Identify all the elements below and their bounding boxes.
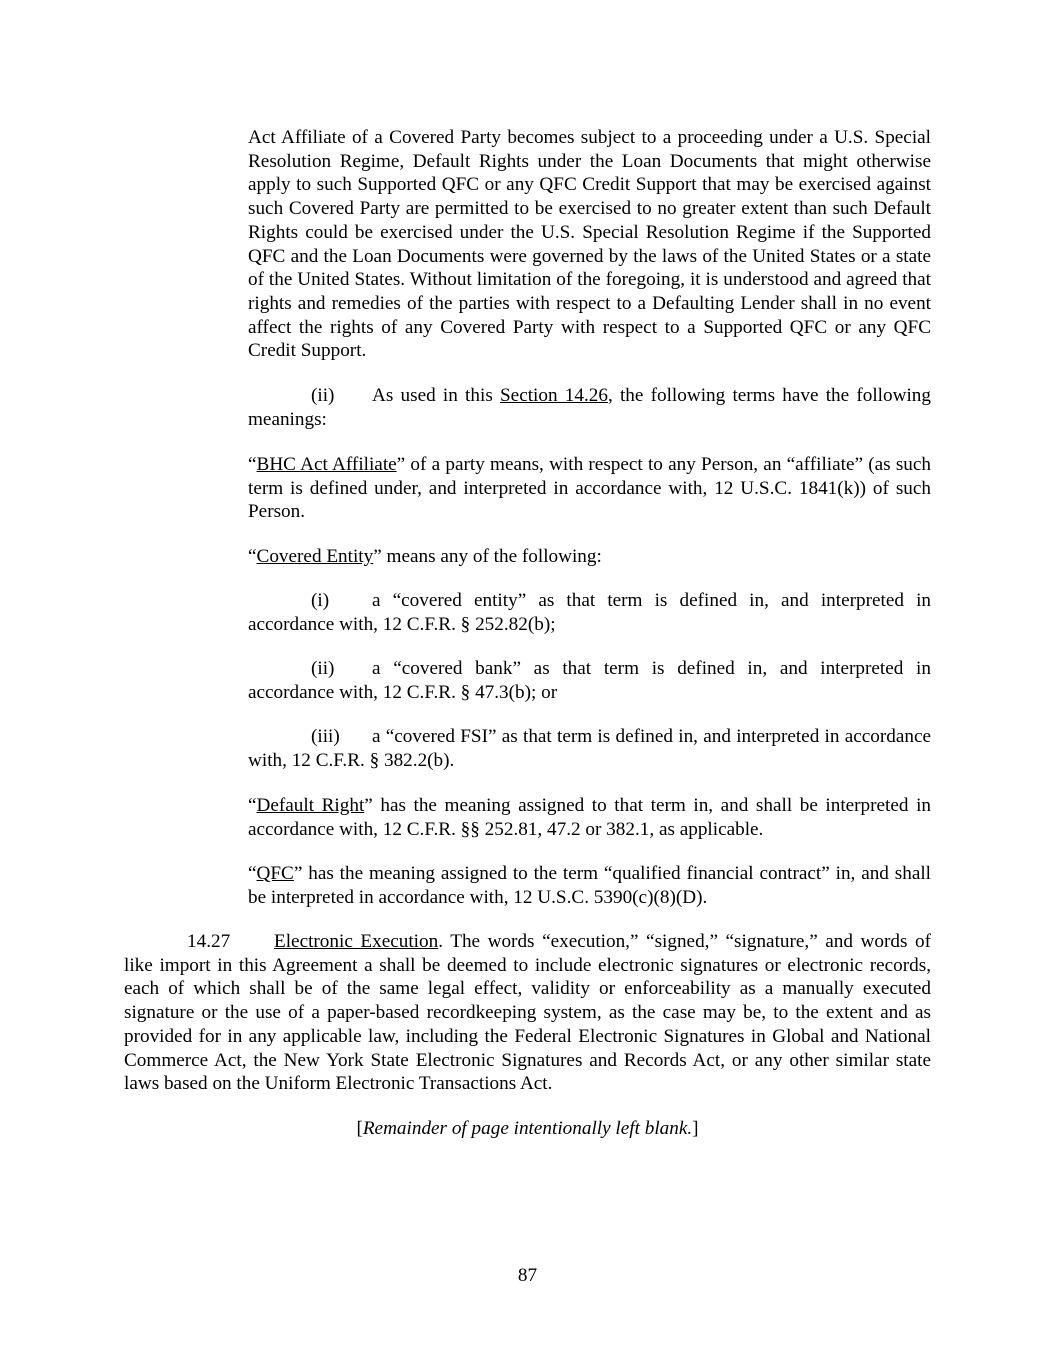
section-14-27-text: . The words “execution,” “signed,” “signature,” and words of like import in this Agreement a shall be deemed to include electronic signatures or electronic records, each of which shall be of the same legal effect, validity or enforceability as a manually executed signature or the use of a paper-based recordkeeping system, as the case may be, to the extent and as provided for in any applicable law, including the Federal Electronic Signatures in Global and National Commerce Act, the New York State Electronic Signatures and Records Act, or any other similar state laws based on the Uniform Electronic Transactions Act. — [124, 931, 931, 1095]
item-i-text: a “covered entity” as that term is defined in, and interpreted in accordance with, 12 C.F.R. § 252.82(b); — [248, 590, 931, 635]
section-14-27-paragraph — [124, 930, 931, 1096]
covered-entity-item-i — [248, 589, 931, 636]
subsection-ii-paragraph — [248, 384, 931, 431]
subsection-ii-number: (ii) — [311, 385, 335, 406]
subsection-ii-text-post: , the following terms have the following meanings: — [248, 385, 931, 430]
remainder-notice — [124, 1117, 931, 1141]
ce-open-quote: “ — [248, 546, 257, 567]
definition-default-right — [248, 794, 931, 841]
remainder-close-bracket: ] — [692, 1118, 699, 1139]
default-right-definition-text: ” has the meaning assigned to that term in, and shall be interpreted in accordance with, 12 C.F.R. §§ 252.81, 47.2 or 382.1, as applicable. — [248, 795, 931, 840]
dr-open-quote: “ — [248, 795, 257, 816]
intro-text: Act Affiliate of a Covered Party becomes subject to a proceeding under a U.S. Special Resolution Regime, Default Rights under the Loan Documents that might otherwise apply to such Supported QFC or any QFC Credit Support that may be exercised against such Covered Party are permitted to be exercised to no greater extent than such Default Rights could be exercised under the U.S. Special Resolution Regime if the Supported QFC and the Loan Documents were governed by the laws of the United States or a state of the United States. Without limitation of the foregoing, it is understood and agreed that rights and remedies of the parties with respect to a Defaulting Lender shall in no event affect the rights of any Covered Party with respect to a Supported QFC or any QFC Credit Support. — [248, 127, 931, 362]
item-ii-text: a “covered bank” as that term is defined in, and interpreted in accordance with, 12 C.F.R. § 47.3(b); or — [248, 658, 931, 703]
bhc-definition-text: ” of a party means, with respect to any Person, an “affiliate” (as such term is defined under, and interpreted in accordance with, 12 U.S.C. 1841(k)) of such Person. — [248, 454, 931, 523]
page-number: 87 — [517, 1265, 538, 1286]
covered-entity-item-iii — [248, 725, 931, 772]
item-iii-text: a “covered FSI” as that term is defined in, and interpreted in accordance with, 12 C.F.R. § 382.2(b). — [248, 726, 931, 771]
bhc-open-quote: “ — [248, 454, 257, 475]
item-iii-number: (iii) — [311, 726, 340, 747]
qfc-term: QFC — [256, 863, 294, 884]
qfc-open-quote: “ — [248, 863, 257, 884]
electronic-execution-heading: Electronic Execution — [274, 931, 439, 952]
section-14-27-number: 14.27 — [187, 931, 231, 952]
covered-entity-definition-text: ” means any of the following: — [373, 546, 602, 567]
bhc-act-affiliate-term: BHC Act Affiliate — [256, 454, 397, 475]
qfc-definition-text: ” has the meaning assigned to the term “qualified financial contract” in, and shall be interpreted in accordance with, 12 U.S.C. 5390(c)(8)(D). — [248, 863, 931, 908]
default-right-term: Default Right — [256, 795, 365, 816]
definition-covered-entity — [248, 545, 931, 569]
covered-entity-item-ii — [248, 657, 931, 704]
definition-qfc — [248, 862, 931, 909]
remainder-text: Remainder of page intentionally left blank. — [362, 1118, 693, 1139]
definition-bhc-act-affiliate — [248, 453, 931, 524]
section-14-26-reference: Section 14.26 — [500, 385, 608, 406]
remainder-open-bracket: [ — [356, 1118, 363, 1139]
intro-paragraph — [248, 126, 931, 363]
subsection-ii-text-pre: As used in this — [372, 385, 500, 406]
covered-entity-term: Covered Entity — [256, 546, 374, 567]
item-ii-number: (ii) — [311, 658, 335, 679]
item-i-number: (i) — [311, 590, 330, 611]
